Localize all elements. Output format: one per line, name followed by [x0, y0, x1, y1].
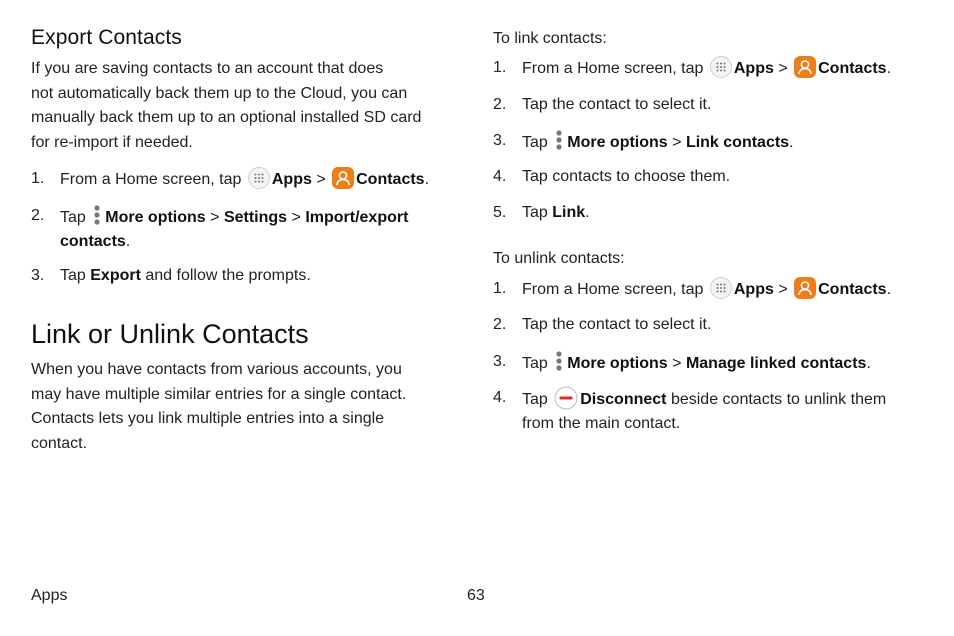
- step-text: Tap contacts to choose them.: [522, 168, 731, 185]
- page-number: 63: [467, 587, 485, 604]
- more-options-label: More options: [105, 209, 206, 226]
- more-options-label: More options: [567, 134, 668, 151]
- period: .: [789, 134, 794, 151]
- step-number: 3.: [493, 353, 507, 370]
- more-options-label: More options: [567, 355, 668, 372]
- step-text: From a Home screen, tap: [60, 171, 242, 188]
- unlink-step-3: [493, 350, 933, 376]
- separator: >: [778, 60, 788, 77]
- step-number: 1.: [493, 59, 507, 76]
- contacts-label: Contacts: [818, 60, 887, 77]
- link-intro-line: When you have contacts from various accounts, you: [31, 361, 402, 378]
- apps-grid-icon: [248, 167, 270, 189]
- step-text: and follow the prompts.: [145, 267, 311, 284]
- export-step-3: [31, 264, 461, 288]
- step-number: 3.: [31, 267, 45, 284]
- step-text: From a Home screen, tap: [522, 60, 704, 77]
- export-intro-line: not automatically back them up to the Cloud, you can: [31, 84, 408, 102]
- link-intro-line: contact.: [31, 434, 88, 452]
- step-number: 1.: [31, 170, 45, 187]
- disconnect-icon: [554, 386, 578, 410]
- export-intro-line: for re-import if needed.: [31, 133, 193, 151]
- link-step-2: [493, 93, 933, 117]
- settings-label: Settings: [223, 209, 288, 226]
- contacts-app-icon: [794, 277, 816, 299]
- separator: >: [316, 171, 326, 188]
- unlink-step-2: [493, 313, 933, 337]
- disconnect-label: Disconnect: [580, 391, 667, 408]
- step-number: 2.: [493, 96, 507, 113]
- unlink-step-4: [493, 386, 933, 436]
- manage-linked-contacts-label: Manage linked contacts: [685, 355, 867, 372]
- footer-section-name: Apps: [31, 587, 68, 604]
- separator: >: [672, 355, 682, 372]
- step-text: from the main contact.: [522, 415, 681, 432]
- apps-grid-icon: [710, 277, 732, 299]
- step-text: beside contacts to unlink them: [670, 391, 887, 408]
- period: .: [125, 233, 131, 250]
- step-number: 5.: [493, 204, 507, 221]
- step-number: 3.: [493, 132, 507, 149]
- period: .: [886, 281, 892, 298]
- step-text: Tap: [522, 355, 548, 372]
- link-intro-line: may have multiple similar entries for a single contact.: [31, 385, 407, 403]
- separator: >: [210, 209, 220, 226]
- import-export-label: Import/export: [305, 209, 409, 226]
- contacts-app-icon: [794, 56, 816, 78]
- link-contacts-label: Link contacts: [685, 134, 790, 151]
- period: .: [866, 355, 871, 372]
- step-text: Tap: [522, 391, 548, 408]
- step-text: Tap: [522, 204, 548, 221]
- to-link-intro: To link contacts:: [493, 30, 607, 47]
- unlink-step-1: [493, 277, 933, 302]
- step-text: Tap: [60, 209, 86, 226]
- more-options-icon: [555, 129, 563, 151]
- export-intro: [31, 57, 421, 155]
- period: .: [585, 204, 590, 221]
- link-label: Link: [552, 204, 586, 221]
- period: .: [424, 171, 430, 188]
- more-options-icon: [93, 204, 101, 226]
- period: .: [886, 60, 892, 77]
- separator: >: [672, 134, 682, 151]
- step-number: 1.: [493, 280, 507, 297]
- export-step-1: [31, 167, 461, 192]
- link-step-1: [493, 56, 933, 81]
- link-intro-line: Contacts lets you link multiple entries into a single: [31, 410, 385, 427]
- more-options-icon: [555, 350, 563, 372]
- apps-label: Apps: [271, 171, 312, 188]
- link-intro: [31, 358, 406, 456]
- import-export-label: contacts: [60, 233, 126, 250]
- step-number: 4.: [493, 168, 507, 185]
- apps-label: Apps: [733, 60, 774, 77]
- export-intro-line: If you are saving contacts to an account that does: [31, 60, 384, 77]
- apps-grid-icon: [710, 56, 732, 78]
- export-contacts-heading: Export Contacts: [31, 26, 182, 49]
- link-step-5: [493, 201, 933, 225]
- step-text: Tap the contact to select it.: [522, 96, 712, 113]
- apps-label: Apps: [733, 281, 774, 298]
- step-number: 2.: [31, 207, 45, 224]
- contacts-label: Contacts: [356, 171, 425, 188]
- export-intro-line: manually back them up to an optional installed SD card: [31, 109, 422, 126]
- step-text: Tap: [60, 267, 86, 284]
- step-text: Tap the contact to select it.: [522, 316, 712, 333]
- contacts-app-icon: [332, 167, 354, 189]
- step-text: Tap: [522, 134, 548, 151]
- export-step-2: [31, 204, 461, 254]
- separator: >: [291, 209, 301, 226]
- step-text: From a Home screen, tap: [522, 281, 704, 298]
- step-number: 2.: [493, 316, 507, 333]
- separator: >: [778, 281, 788, 298]
- link-unlink-heading: Link or Unlink Contacts: [31, 319, 309, 349]
- contacts-label: Contacts: [818, 281, 887, 298]
- link-step-4: [493, 165, 933, 189]
- link-step-3: [493, 129, 933, 155]
- to-unlink-intro: To unlink contacts:: [493, 250, 625, 267]
- step-number: 4.: [493, 389, 507, 406]
- export-label: Export: [90, 267, 141, 284]
